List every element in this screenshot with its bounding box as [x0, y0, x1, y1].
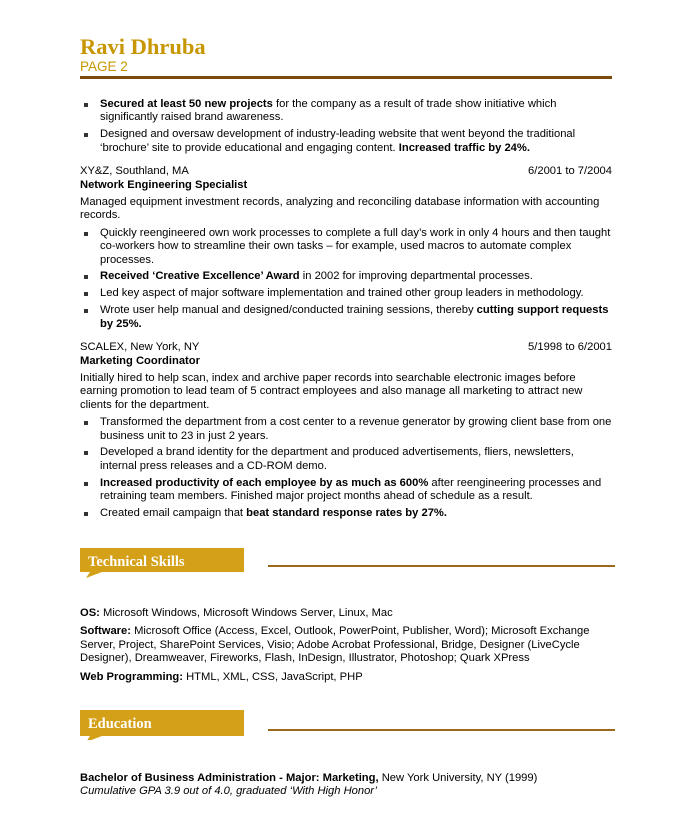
- job-entry: [80, 165, 612, 331]
- bullet-text: after reengineering processes and retraining team members. Finished major project months ahead of schedule as a result.: [100, 476, 602, 503]
- skill-row: [80, 625, 612, 665]
- list-item: [100, 416, 612, 443]
- job-description: Initially hired to help scan, index and archive paper records into searchable electronic images before earning promotion to lead team of 5 contract employees and also manage all marketing to attract new clients for the department.: [80, 371, 583, 411]
- bullet-text: Transformed the department from a cost center to a revenue generator by growing client base from one business unit to 23 in just 2 years.: [100, 416, 612, 442]
- bullet-bold: cutting support requests by 25%.: [100, 304, 609, 330]
- skill-value: Microsoft Office (Access, Excel, Outlook, PowerPoint, Publisher, Word); Microsoft Exchange Server, Project, SharePoint Services, Visio; Adobe Acrobat Professional, Bridge, Designer (LiveCycle Designer), Dreamweaver, Fireworks, Flash, InDesign, Illustrator, Photoshop; Quark XPress: [80, 625, 590, 665]
- skill-label: Software:: [80, 625, 131, 638]
- experience-content: [80, 98, 612, 524]
- education-heading: [80, 710, 615, 740]
- skill-label: OS:: [80, 607, 100, 619]
- education-entry: [80, 772, 612, 799]
- degree-line: [80, 772, 612, 785]
- resume-header: [80, 34, 206, 75]
- bullet-bold: beat standard response rates by 27%.: [246, 507, 447, 520]
- bullet-text: Quickly reengineered own work processes to complete a full day’s work in only 4 hours and then taught co-workers how to streamline their own tasks – for example, used macros to automate complex processes.: [100, 226, 611, 266]
- list-item: [100, 477, 612, 504]
- degree-name: Bachelor of Business Administration - Major: Marketing,: [80, 772, 379, 784]
- skills-list: [80, 607, 612, 689]
- job-header: [80, 165, 612, 178]
- bullet-text: Created email campaign that: [100, 507, 247, 520]
- job-title: Network Engineering Specialist: [80, 178, 248, 191]
- intro-bullets: [80, 98, 612, 155]
- list-item: [100, 227, 612, 267]
- technical-skills-heading: [80, 548, 615, 578]
- job-dates: 6/2001 to 7/2004: [528, 165, 612, 178]
- skill-label: Web Programming:: [80, 670, 183, 683]
- bullet-bold: Increased productivity of each employee by as much as 600%: [100, 476, 429, 489]
- section-rule: [268, 565, 615, 567]
- job-company: XY&Z, Southland, MA: [80, 165, 189, 178]
- list-item: [100, 287, 612, 300]
- job-description: Managed equipment investment records, analyzing and reconciling database information with accounting records.: [80, 195, 600, 222]
- job-header: [80, 341, 612, 354]
- skill-row: [80, 671, 612, 684]
- list-item: [100, 128, 612, 155]
- skill-row: [80, 607, 612, 620]
- bullet-bold: Received ‘Creative Excellence’ Award: [100, 270, 300, 283]
- bullet-bold: Increased traffic by 24%.: [398, 141, 530, 154]
- job-title: Marketing Coordinator: [80, 354, 200, 367]
- gpa-note: Cumulative GPA 3.9 out of 4.0, graduated ‘With High Honor’: [80, 785, 377, 798]
- list-item: [100, 98, 612, 125]
- list-item: [100, 270, 612, 283]
- bullet-bold: Secured at least 50 new projects: [100, 98, 273, 110]
- section-title: Technical Skills: [88, 554, 185, 570]
- job-dates: 5/1998 to 6/2001: [528, 341, 612, 354]
- job-entry: [80, 341, 612, 520]
- job-bullets: [80, 416, 612, 520]
- skill-value: HTML, XML, CSS, JavaScript, PHP: [182, 670, 363, 683]
- section-rule: [268, 729, 615, 731]
- bullet-text: Designed and oversaw development of industry-leading website that went beyond the traditional ‘brochure’ site to provide educational and engaging content.: [100, 128, 576, 154]
- page-label: PAGE 2: [80, 59, 128, 74]
- header-rule: [80, 76, 612, 79]
- bullet-text: for the company as a result of trade show initiative which significantly raised brand awareness.: [100, 98, 557, 124]
- section-title: Education: [88, 716, 152, 732]
- bullet-text: Led key aspect of major software implementation and trained other group leaders in methodology.: [100, 287, 584, 300]
- candidate-name: Ravi Dhruba: [80, 34, 206, 59]
- job-company: SCALEX, New York, NY: [80, 341, 200, 354]
- list-item: [100, 446, 612, 473]
- skill-value: Microsoft Windows, Microsoft Windows Server, Linux, Mac: [99, 607, 393, 619]
- job-bullets: [80, 227, 612, 331]
- bullet-text: Developed a brand identity for the department and produced advertisements, fliers, newsletters, internal press releases and a CD-ROM demo.: [100, 446, 574, 472]
- school-name: New York University, NY (1999): [378, 772, 538, 784]
- list-item: [100, 507, 612, 520]
- list-item: [100, 304, 612, 331]
- bullet-text: Wrote user help manual and designed/conducted training sessions, thereby: [100, 304, 477, 317]
- bullet-text: in 2002 for improving departmental processes.: [299, 270, 533, 283]
